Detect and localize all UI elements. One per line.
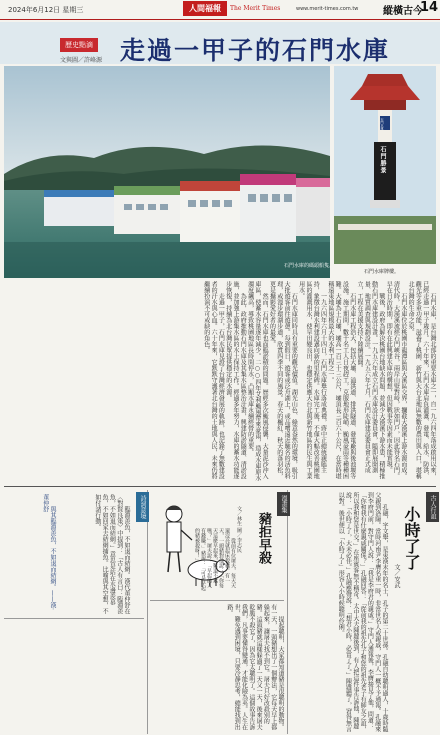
feature-paragraph: 石門水庫，是台灣北部的重要水庫之一，自一九六四年落成啟用以來，已經走過一甲子歲月。六十年來，石門水庫肩負灌溉、發電、給水、防洪、觀光等多重功能，滋養了桃園、新竹與大台北地區無數的農田與人口，堪稱北台灣的生命之泉。	[407, 281, 436, 479]
masthead	[0, 0, 440, 20]
poem-quote	[6, 494, 56, 614]
poem-body	[60, 494, 130, 614]
feature-paragraph: 戰後，政府為解決桃園台地缺水問題，並減少大漢溪下游水患，積極推動石門水庫建設計畫。一九五六年成立石門水庫設計委員會，隨即展開測量、地質調查與規劃設計。一九五六年七月，石門水庫建設委員會正式成立，工程在美援支持下陸續展開。	[356, 281, 385, 479]
section-name: 縱橫古今	[383, 6, 423, 17]
feature-paragraph: 石門水庫同時具有重要的觀光價值。湖光山色、綠意盎然的環境，吸引大批遊客前往遊憩。每到假日，遊客或泛舟湖上，或品嚐遠近馳名的活魚料理，或漫步環湖步道，欣賞四季不同的風景。春天的楓紅、秋天的落羽松，更是攝影愛好者的最愛。	[268, 281, 298, 479]
newspaper-logo-english: The Merit Times	[230, 5, 281, 12]
plaque-text: 石門勝景	[379, 146, 386, 174]
feature-tag: 歷史點滴	[60, 38, 98, 52]
cartoon-paragraph: 提起聰明，大家都知道豬是很聰明的動物。有一天，一頭豬想出了一個辦法，它每天早上都躲起來，讓屠夫找不到它。屠夫只好改殺別的豬。這頭豬就這樣躲過了一天又一天，後來屠夫乾脆不殺它了，因為它太聰明了。這個故事告訴我們，凡事要懂得變通，才能化險為夷。人生在世，難免遇到困境，只要冷靜思考，總能找到出路。	[225, 604, 284, 730]
poem-quote-text: 與其臨淵羨魚，不如退而結網。——漢‧董仲舒	[41, 494, 56, 610]
poem-section-tag: 詩詞意境	[136, 492, 149, 522]
poem-lower-space	[4, 622, 144, 732]
cartoon-credit: 文／林生 圖／李志民	[236, 506, 242, 553]
ancient-paragraph: 孔融，字文舉，是東漢末年的名士，孔子的第二十世孫。孔融自幼聰明過人，十歲時隨父親到洛陽。當時河南尹李膺名重一時，非當世名人或親戚，守門人一概不予通報。孔融來到李府門前，對守門人說：「我是李府君的親戚。」守門人通報後，李膺接見了他，問道：「你和我有什麼親戚關係？」孔融回答：「從前我的祖先孔子和您的祖先老子有師友之誼，所以我和您是世交。」在座賓客無不稱奇。太中大夫陳韙後到，有人把這件事告訴他，陳韙說：「小時了了，大未必佳。」孔融應聲說：「想君小時，必當了了。」陳韙聽了，窘得無言以對。後世便以「小時了了」形容人小時候聰明伶俐。	[337, 492, 388, 732]
feature-byline: 文與圖／許峰源	[60, 57, 103, 64]
feature-headline: 走過一甲子的石門水庫	[120, 36, 391, 65]
cartoon-divider	[150, 600, 284, 601]
feature-paragraph: 石門水庫位於桃園市龍潭區與大溪區交界，攔截大漢溪上游水源而成。清代時，大漢溪流經石門峽谷，兩岸山壁對峙，狀如門戶，因此得名石門。早在日治時期，即有在此興建水庫的構想，但因戰事等因素而未能實現。	[385, 281, 407, 479]
feature-paragraph: 為此，政府推動石門水庫及其集水區整治計畫，興建防淤隧道、清淤設施，並加強上游集水區的水土保持工作。經過多年努力，水庫的蓄水功能逐步恢復，持續為北台灣民眾提供穩定的水源。	[224, 281, 247, 479]
newspaper-logo: 人間福報	[183, 1, 227, 16]
section-divider	[4, 486, 436, 487]
tower-sign: 石門水庫	[380, 118, 384, 130]
issue-date: 2024年6月12日 星期三	[8, 6, 84, 14]
main-photo-caption: 石門水庫的碼頭船隻。	[284, 263, 335, 269]
column-divider	[287, 490, 288, 734]
cartoon-body	[150, 604, 284, 732]
feature-paragraph: 一九六四年六月十四日，石門水庫舉行落成典禮，蔣中正總統親臨主持，象徵台灣水利建設邁向新的里程碑。水庫完工後，不僅大幅改善桃園地區的灌溉用水，使旱田變良田，也穩定供應大台北與新竹地區的民生與工業用水。	[297, 281, 327, 479]
side-photo-caption: 石門水庫牌樓。	[364, 269, 400, 275]
poem-divider	[4, 618, 144, 619]
feature-paragraph: 石門水庫工程浩大，包括大壩、溢洪道、排洪隧道、發電廠與後池堰等設施。施工期間，數千名工人日夜趕工，克服地形陡峭、颱風豪雨等種種困難。大壩為土石壩，壩高一百三十三公尺，壩頂長三百六十公尺，在當時堪稱遠東地區規模最大的水利工程之一。	[326, 281, 356, 479]
reservoir-dock-illustration	[4, 66, 330, 278]
feature-paragraph: 走過一甲子，石門水庫見證了台灣經濟發展的軌跡，也記錄了無數建設者的汗水與心血。六十年來，它默默守護著北台灣的土地與人民，未來仍將繼續扮演不可或缺的角色。	[202, 281, 225, 479]
feature-article-body	[4, 281, 436, 483]
cartoon-dialog-text: 從前有位屠夫，每天天還沒亮就起床殺豬。有一天，一頭豬對他說：「你每天這麼早起來，難道不累嗎？」屠夫說：「早起的人有錢賺。」豬說：「可是早起的豬被殺呀！」	[194, 528, 236, 591]
reservoir-gate-photo	[334, 66, 436, 264]
column-divider	[147, 490, 148, 734]
cartoon-dialog	[194, 528, 236, 592]
website-url[interactable]: www.merit-times.com.tw	[296, 6, 359, 12]
reservoir-dock-photo	[4, 66, 330, 278]
ancient-title: 小時了了	[402, 506, 421, 570]
cartoon-section-tag: 漫畫集	[277, 492, 290, 516]
page-number: 14	[420, 0, 439, 15]
ancient-section-tag: 古人行誼	[426, 492, 439, 522]
cartoon-title: 豬拒早殺	[256, 512, 271, 564]
feature-paragraph: 然而，石門水庫也面臨淤積的問題。歷經多次颱風侵襲，大量泥沙沖入庫區，使蓄水容量逐年減少。二○○四年艾利颱風帶來豪雨，造成水庫原水濁度飆高，導致桃園地區長時間停水，凸顯水庫永續經營的重要。	[246, 281, 269, 481]
poem-paragraph: 臨淵羨魚，不如退而結網。漢代董仲舒在〈對賢良策〉中提到：「古人有言曰：臨淵羨魚，不如退而結網。」意思是站在水邊羨慕魚，不如回家去結網捕魚。比喻與其空想，不如付諸行動。	[93, 494, 130, 614]
ancient-author: 文／安武	[393, 564, 400, 588]
ancient-body	[290, 492, 388, 732]
